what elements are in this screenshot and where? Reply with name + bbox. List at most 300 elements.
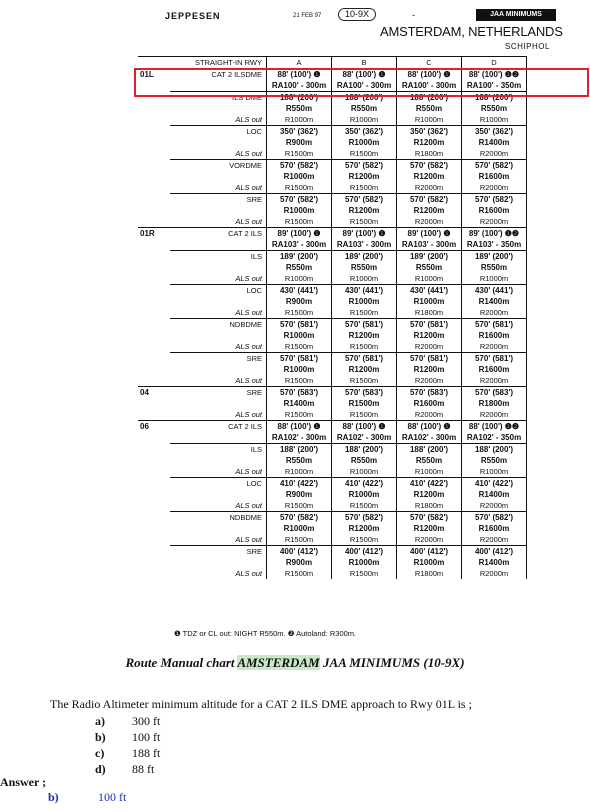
caption-pre: Route Manual chart xyxy=(125,655,238,670)
minima-altitude: 570' (581') xyxy=(409,320,449,329)
minima-cell xyxy=(332,251,397,285)
table-row xyxy=(138,319,527,353)
highlight-box-01l xyxy=(134,68,589,97)
minima-als-out: R1800m xyxy=(414,308,444,317)
minima-visibility: R1200m xyxy=(413,365,445,374)
minima-cell xyxy=(332,319,397,353)
minima-als-out: R2000m xyxy=(479,376,509,385)
minima-altitude: 570' (582') xyxy=(279,513,319,522)
minima-altitude: 188' (200') xyxy=(474,93,514,102)
minima-altitude: 350' (362') xyxy=(279,127,319,136)
minima-visibility: R1200m xyxy=(348,206,380,215)
option-text: 300 ft xyxy=(132,714,161,728)
als-out-label: ALS out xyxy=(235,115,262,124)
approach-spacer xyxy=(172,455,262,466)
minima-als-out: R2000m xyxy=(414,535,444,544)
approach-cell xyxy=(170,387,267,421)
approach-cell xyxy=(170,126,267,160)
option-text: 188 ft xyxy=(132,746,161,760)
chart-airport: SCHIPHOL xyxy=(505,42,550,51)
approach-spacer xyxy=(172,523,262,534)
minima-cell xyxy=(332,387,397,421)
minima-cell xyxy=(267,387,332,421)
chart-header xyxy=(150,6,570,60)
minima-cell xyxy=(462,546,527,580)
runway-label xyxy=(138,444,170,478)
minima-als-out: R1500m xyxy=(284,342,314,351)
minima-altitude: 570' (582') xyxy=(409,513,449,522)
table-row xyxy=(138,421,527,444)
minima-cell xyxy=(397,194,462,228)
footnote: ❶ TDZ or CL out: NIGHT R550m. ❷ Autoland: R300m. xyxy=(174,629,357,638)
minima-visibility: R550m xyxy=(350,456,378,465)
minima-altitude: 570' (581') xyxy=(279,354,319,363)
table-row xyxy=(138,353,527,387)
minima-als-out: R2000m xyxy=(414,376,444,385)
option-text: 100 ft xyxy=(132,730,161,744)
minima-visibility: R900m xyxy=(285,297,313,306)
minima-altitude: 570' (582') xyxy=(344,513,384,522)
als-out-label: ALS out xyxy=(235,569,262,578)
minima-cell xyxy=(332,126,397,160)
minima-altitude: 570' (582') xyxy=(279,161,319,170)
minima-cell xyxy=(267,126,332,160)
minima-altitude: 400' (412') xyxy=(474,547,514,556)
minima-altitude: 570' (582') xyxy=(474,513,514,522)
minima-als-out: R1000m xyxy=(414,467,444,476)
minima-als-out: R1500m xyxy=(349,535,379,544)
minima-visibility: R1200m xyxy=(348,365,380,374)
approach-spacer xyxy=(172,205,262,216)
minima-visibility: R1000m xyxy=(283,206,315,215)
minima-als-out: R1000m xyxy=(284,274,314,283)
minima-cell xyxy=(332,353,397,387)
minima-visibility: R550m xyxy=(285,263,313,272)
minima-als-out: R2000m xyxy=(479,410,509,419)
minima-altitude: 430' (441') xyxy=(279,286,319,295)
minima-visibility: R1600m xyxy=(478,524,510,533)
approach-cell xyxy=(170,285,267,319)
table-row xyxy=(138,512,527,546)
minima-altitude: 570' (582') xyxy=(409,195,449,204)
answer-value xyxy=(48,790,126,805)
header-cat-a: A xyxy=(267,57,332,69)
minima-altitude: 570' (583') xyxy=(344,388,384,397)
approach-cell xyxy=(170,194,267,228)
approach-type: CAT 2 ILS xyxy=(228,422,262,431)
jeppesen-logo: JEPPESEN xyxy=(165,11,221,21)
minima-cell xyxy=(332,160,397,194)
minima-altitude: 570' (582') xyxy=(344,195,384,204)
question-text: The Radio Altimeter minimum altitude for a CAT 2 ILS DME approach to Rwy 01L is ; xyxy=(50,697,472,711)
minima-altitude: 570' (582') xyxy=(474,161,514,170)
minima-als-out: R1500m xyxy=(284,410,314,419)
minima-altitude: 570' (583') xyxy=(279,388,319,397)
approach-cell xyxy=(170,251,267,285)
minima-altitude: 189' (200') xyxy=(409,252,449,261)
als-out-label: ALS out xyxy=(235,376,262,385)
minima-visibility: R1000m xyxy=(348,138,380,147)
minima-cell xyxy=(462,353,527,387)
minima-cell xyxy=(397,285,462,319)
minima-altitude: 89' (100') ❶ xyxy=(277,229,321,238)
minima-visibility: RA100' - 300m xyxy=(336,81,392,90)
minima-visibility: RA102' - 300m xyxy=(336,433,392,442)
minima-als-out: R1000m xyxy=(349,115,379,124)
minima-altitude: 88' (100') ❶❷ xyxy=(468,70,520,79)
minima-cell xyxy=(462,512,527,546)
table-row xyxy=(138,546,527,580)
minima-cell xyxy=(267,421,332,444)
minima-cell xyxy=(332,444,397,478)
minima-altitude: 400' (412') xyxy=(279,547,319,556)
minima-visibility: R550m xyxy=(285,104,313,113)
minima-als-out: R1000m xyxy=(349,274,379,283)
option-c[interactable] xyxy=(95,745,160,761)
minima-visibility: RA100' - 300m xyxy=(271,81,327,90)
minima-altitude: 89' (100') ❶❷ xyxy=(468,229,520,238)
approach-spacer xyxy=(172,489,262,500)
minima-altitude: 400' (412') xyxy=(409,547,449,556)
minima-cell xyxy=(397,421,462,444)
minima-altitude: 570' (581') xyxy=(409,354,449,363)
minima-visibility: R1200m xyxy=(413,524,445,533)
minima-cell xyxy=(462,387,527,421)
minima-als-out: R1000m xyxy=(414,274,444,283)
approach-type: NDBDME xyxy=(229,320,262,329)
minima-cell xyxy=(462,421,527,444)
minima-visibility: R1600m xyxy=(478,206,510,215)
minima-cell xyxy=(332,194,397,228)
minima-als-out: R1800m xyxy=(414,501,444,510)
minima-als-out: R1500m xyxy=(284,535,314,544)
minima-als-out: R2000m xyxy=(414,410,444,419)
minima-als-out: R2000m xyxy=(479,342,509,351)
minima-cell xyxy=(462,228,527,251)
minima-visibility: R1200m xyxy=(413,138,445,147)
approach-spacer xyxy=(172,103,262,114)
minima-altitude: 189' (200') xyxy=(279,252,319,261)
approach-cell xyxy=(170,160,267,194)
approach-type: LOC xyxy=(246,127,262,136)
minima-cell xyxy=(462,194,527,228)
option-b[interactable] xyxy=(95,729,160,745)
minima-visibility: R1200m xyxy=(413,172,445,181)
runway-label xyxy=(138,251,170,285)
minima-als-out: R1500m xyxy=(349,376,379,385)
approach-type: ILS xyxy=(250,445,262,454)
minima-altitude: 350' (362') xyxy=(409,127,449,136)
approach-cell xyxy=(170,546,267,580)
minima-cell xyxy=(397,319,462,353)
table-header-row xyxy=(138,57,527,69)
approach-type: VORDME xyxy=(229,161,262,170)
minima-cell xyxy=(267,251,332,285)
approach-spacer xyxy=(172,171,262,182)
minima-visibility: RA102' - 300m xyxy=(401,433,457,442)
minima-visibility: R1200m xyxy=(413,331,445,340)
minima-visibility: R1000m xyxy=(413,297,445,306)
minima-cell xyxy=(267,228,332,251)
minima-cell xyxy=(332,228,397,251)
minima-altitude: 188' (200') xyxy=(344,93,384,102)
minima-visibility: RA103' - 300m xyxy=(401,240,457,249)
approach-type: CAT 2 ILS xyxy=(228,229,262,238)
minimums-table-wrap xyxy=(138,56,527,579)
runway-label xyxy=(138,285,170,319)
minima-altitude: 88' (100') ❶ xyxy=(277,422,321,431)
minima-als-out: R2000m xyxy=(479,501,509,510)
minima-visibility: R1400m xyxy=(478,297,510,306)
chart-city: AMSTERDAM, NETHERLANDS xyxy=(380,24,563,39)
option-key: d) xyxy=(95,762,106,776)
minima-cell xyxy=(332,546,397,580)
minima-cell xyxy=(462,478,527,512)
option-d[interactable] xyxy=(95,761,160,777)
minima-cell xyxy=(332,285,397,319)
minima-altitude: 570' (581') xyxy=(279,320,319,329)
approach-cell xyxy=(170,478,267,512)
chart-caption xyxy=(0,655,590,671)
minima-altitude: 350' (362') xyxy=(344,127,384,136)
caption-highlight: AMSTERDAM xyxy=(237,655,320,670)
approach-type: SRE xyxy=(246,354,262,363)
minima-visibility: R1200m xyxy=(413,206,445,215)
minima-cell xyxy=(397,160,462,194)
minima-altitude: 570' (582') xyxy=(409,161,449,170)
minima-als-out: R1500m xyxy=(284,183,314,192)
minima-cell xyxy=(397,444,462,478)
header-cat-c: C xyxy=(397,57,462,69)
minima-visibility: R1600m xyxy=(478,172,510,181)
minima-als-out: R1500m xyxy=(349,183,379,192)
minima-als-out: R1500m xyxy=(284,569,314,578)
minima-cell xyxy=(267,478,332,512)
minima-als-out: R2000m xyxy=(479,183,509,192)
minima-als-out: R2000m xyxy=(414,217,444,226)
approach-type: SRE xyxy=(246,547,262,556)
minima-cell xyxy=(267,444,332,478)
minima-cell xyxy=(267,285,332,319)
approach-type: ILS DME xyxy=(231,93,262,102)
minima-altitude: 430' (441') xyxy=(474,286,514,295)
minima-altitude: 570' (581') xyxy=(474,354,514,363)
minima-altitude: 570' (582') xyxy=(474,195,514,204)
table-row xyxy=(138,444,527,478)
minima-visibility: R1000m xyxy=(348,558,380,567)
minima-visibility: R900m xyxy=(285,558,313,567)
runway-label: 01L xyxy=(138,69,170,92)
minima-als-out: R2000m xyxy=(479,569,509,578)
minimums-table xyxy=(138,56,527,579)
minima-cell xyxy=(267,319,332,353)
minima-cell xyxy=(462,160,527,194)
minima-als-out: R2000m xyxy=(414,183,444,192)
minima-cell xyxy=(397,546,462,580)
chart-date: 21 FEB 97 xyxy=(293,13,322,19)
minima-als-out: R1500m xyxy=(349,410,379,419)
als-out-label: ALS out xyxy=(235,501,262,510)
answer-text: 100 ft xyxy=(98,790,127,804)
approach-cell xyxy=(170,228,267,251)
minima-altitude: 430' (441') xyxy=(344,286,384,295)
minima-visibility: R1600m xyxy=(413,399,445,408)
minima-visibility: R1000m xyxy=(348,490,380,499)
minima-altitude: 570' (583') xyxy=(474,388,514,397)
minima-visibility: R1500m xyxy=(348,399,380,408)
minima-cell xyxy=(267,194,332,228)
approach-spacer xyxy=(172,557,262,568)
minima-altitude: 570' (582') xyxy=(279,195,319,204)
minima-altitude: 188' (200') xyxy=(409,445,449,454)
answer-key: b) xyxy=(48,790,59,804)
minima-als-out: R1000m xyxy=(479,274,509,283)
minima-visibility: R1200m xyxy=(348,331,380,340)
option-key: b) xyxy=(95,730,106,744)
als-out-label: ALS out xyxy=(235,274,262,283)
minima-visibility: R1200m xyxy=(413,490,445,499)
table-row xyxy=(138,160,527,194)
minima-als-out: R1500m xyxy=(349,501,379,510)
minima-altitude: 570' (581') xyxy=(344,320,384,329)
minima-als-out: R2000m xyxy=(479,149,509,158)
approach-spacer xyxy=(172,262,262,273)
als-out-label: ALS out xyxy=(235,183,262,192)
minima-cell xyxy=(462,251,527,285)
minima-visibility: RA103' - 300m xyxy=(336,240,392,249)
minima-altitude: 410' (422') xyxy=(474,479,514,488)
minima-cell xyxy=(267,512,332,546)
approach-type: LOC xyxy=(246,479,262,488)
minima-altitude: 88' (100') ❶❷ xyxy=(468,422,520,431)
minima-altitude: 89' (100') ❶ xyxy=(407,229,451,238)
option-a[interactable] xyxy=(95,713,160,729)
minima-cell xyxy=(462,285,527,319)
minima-visibility: R1800m xyxy=(478,399,510,408)
option-text: 88 ft xyxy=(132,762,155,776)
options-list xyxy=(95,713,160,777)
minima-cell xyxy=(332,512,397,546)
runway-label: 01R xyxy=(138,228,170,251)
minima-altitude: 188' (200') xyxy=(344,445,384,454)
minima-visibility: R550m xyxy=(415,104,443,113)
minima-altitude: 88' (100') ❶ xyxy=(407,422,451,431)
minima-cell xyxy=(462,444,527,478)
minima-cell xyxy=(462,319,527,353)
minima-als-out: R2000m xyxy=(479,308,509,317)
minima-als-out: R1500m xyxy=(349,149,379,158)
table-row xyxy=(138,478,527,512)
approach-type: CAT 2 ILSDME xyxy=(211,70,262,79)
minima-als-out: R1000m xyxy=(479,467,509,476)
minima-visibility: R1600m xyxy=(478,365,510,374)
als-out-label: ALS out xyxy=(235,217,262,226)
minima-altitude: 88' (100') ❶ xyxy=(277,70,321,79)
minima-visibility: R550m xyxy=(480,104,508,113)
minima-cell xyxy=(397,251,462,285)
minima-cell xyxy=(397,228,462,251)
minima-altitude: 410' (422') xyxy=(409,479,449,488)
header-cat-d: D xyxy=(462,57,527,69)
table-row xyxy=(138,251,527,285)
minima-cell xyxy=(267,546,332,580)
answer-label: Answer ; xyxy=(0,775,47,789)
minima-cell xyxy=(397,512,462,546)
minima-als-out: R1000m xyxy=(414,115,444,124)
chart-code: 10-9X xyxy=(338,8,376,21)
minima-visibility: R1400m xyxy=(478,138,510,147)
approach-type: SRE xyxy=(246,388,262,397)
minima-visibility: R1400m xyxy=(478,558,510,567)
minima-altitude: 189' (200') xyxy=(344,252,384,261)
minima-visibility: R550m xyxy=(480,456,508,465)
minima-als-out: R1500m xyxy=(284,149,314,158)
minima-visibility: R550m xyxy=(285,456,313,465)
minima-cell xyxy=(397,387,462,421)
minima-altitude: 88' (100') ❶ xyxy=(407,70,451,79)
approach-cell xyxy=(170,319,267,353)
als-out-label: ALS out xyxy=(235,467,262,476)
minima-visibility: R1000m xyxy=(348,297,380,306)
minima-visibility: R900m xyxy=(285,490,313,499)
minima-visibility: R1200m xyxy=(348,524,380,533)
minima-altitude: 570' (581') xyxy=(344,354,384,363)
minima-altitude: 410' (422') xyxy=(344,479,384,488)
minima-visibility: R1600m xyxy=(478,331,510,340)
minima-altitude: 570' (582') xyxy=(344,161,384,170)
minima-als-out: R1500m xyxy=(349,217,379,226)
minima-als-out: R1500m xyxy=(349,342,379,351)
header-dash: - xyxy=(412,10,415,20)
minima-als-out: R1500m xyxy=(349,569,379,578)
minima-visibility: R550m xyxy=(350,263,378,272)
runway-label xyxy=(138,126,170,160)
table-row xyxy=(138,387,527,421)
runway-label: 06 xyxy=(138,421,170,444)
minima-altitude: 350' (362') xyxy=(474,127,514,136)
minima-visibility: R550m xyxy=(480,263,508,272)
minima-visibility: RA103' - 300m xyxy=(271,240,327,249)
caption-post: JAA MINIMUMS (10-9X) xyxy=(319,655,465,670)
runway-label xyxy=(138,478,170,512)
runway-label: 04 xyxy=(138,387,170,421)
minima-altitude: 89' (100') ❶ xyxy=(342,229,386,238)
minima-visibility: R550m xyxy=(415,263,443,272)
als-out-label: ALS out xyxy=(235,149,262,158)
minima-als-out: R2000m xyxy=(414,342,444,351)
minima-visibility: RA100' - 300m xyxy=(401,81,457,90)
minima-altitude: 88' (100') ❶ xyxy=(342,70,386,79)
approach-spacer xyxy=(172,296,262,307)
als-out-label: ALS out xyxy=(235,535,262,544)
approach-type: NDBDME xyxy=(229,513,262,522)
approach-cell xyxy=(170,421,267,444)
minima-cell xyxy=(397,353,462,387)
minima-visibility: R550m xyxy=(415,456,443,465)
minima-cell xyxy=(332,478,397,512)
approach-type: ILS xyxy=(250,252,262,261)
runway-label xyxy=(138,160,170,194)
minima-altitude: 188' (200') xyxy=(279,445,319,454)
runway-label xyxy=(138,546,170,580)
minima-visibility: R1000m xyxy=(283,365,315,374)
minima-als-out: R1000m xyxy=(479,115,509,124)
table-body xyxy=(138,69,527,580)
option-key: a) xyxy=(95,714,105,728)
approach-cell xyxy=(170,512,267,546)
minima-visibility: R1200m xyxy=(348,172,380,181)
minima-cell xyxy=(462,126,527,160)
